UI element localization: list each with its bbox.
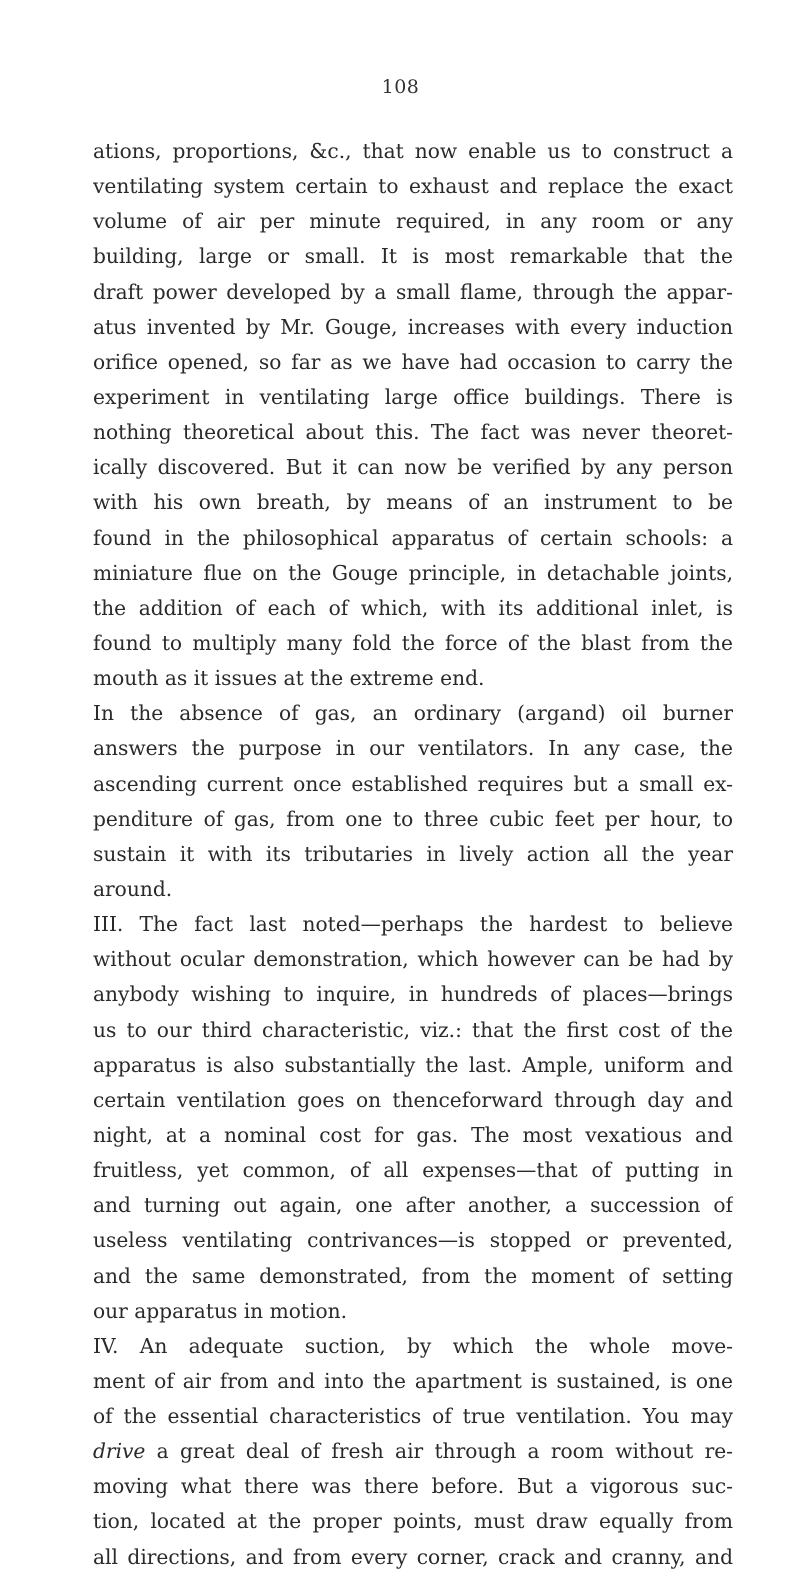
text-line: our apparatus in motion. xyxy=(93,1298,348,1323)
text-line: us to our third characteristic, viz.: that the first cost of the xyxy=(93,1017,733,1042)
text-line: IV. An adequate suction, by which the whole move- xyxy=(93,1333,733,1358)
text-line: fruitless, yet common, of all expenses—that of putting in xyxy=(93,1158,733,1183)
text-line: penditure of gas, from one to three cubic feet per hour, to xyxy=(93,806,733,831)
page-number: 108 xyxy=(381,76,420,98)
text-line: without ocular demonstration, which however can be had by xyxy=(93,947,733,972)
text-line: ascending current once established requires but a small ex- xyxy=(93,771,733,796)
text-line: apparatus is also substantially the last. Ample, uniform and xyxy=(93,1052,733,1077)
text-line: and turning out again, one after another, a succession of xyxy=(93,1193,733,1218)
text-line: found in the philosophical apparatus of certain schools: a xyxy=(93,525,733,550)
text-line: nothing theoretical about this. The fact was never theoret- xyxy=(93,420,733,445)
text-line: mouth as it issues at the extreme end. xyxy=(93,666,485,691)
text-line: of the essential characteristics of true ventilation. You may xyxy=(93,1404,733,1429)
text-line: useless ventilating contrivances—is stopped or prevented, xyxy=(93,1228,733,1253)
italic-word: drive xyxy=(93,1439,146,1464)
text-line: miniature flue on the Gouge principle, in detachable joints, xyxy=(93,560,733,585)
text-line: In the absence of gas, an ordinary (argand) oil burner xyxy=(93,701,733,726)
text-line: tion, located at the proper points, must draw equally from xyxy=(93,1509,733,1534)
text-line: building, large or small. It is most remarkable that the xyxy=(93,244,733,269)
text-run: a great deal of fresh air through a room without re- xyxy=(145,1439,733,1464)
text-line: night, at a nominal cost for gas. The most vexatious and xyxy=(93,1122,733,1147)
text-line: experiment in ventilating large office buildings. There is xyxy=(93,384,733,409)
text-line: anybody wishing to inquire, in hundreds of places—brings xyxy=(93,982,733,1007)
text-line: sustain it with its tributaries in lively action all the year xyxy=(93,841,733,866)
text-line: moving what there was there before. But a vigorous suc- xyxy=(93,1474,733,1499)
text-line: ventilating system certain to exhaust and replace the exact xyxy=(93,174,733,199)
text-line: ment of air from and into the apartment is sustained, is one xyxy=(93,1368,733,1393)
text-line: found to multiply many fold the force of the blast from the xyxy=(93,630,733,655)
text-line: with his own breath, by means of an instrument to be xyxy=(93,490,733,515)
text-line: certain ventilation goes on thenceforward through day and xyxy=(93,1087,733,1112)
text-line: draft power developed by a small flame, through the appar- xyxy=(93,279,733,304)
text-line: volume of air per minute required, in any room or any xyxy=(93,209,733,234)
text-line: all directions, and from every corner, crack and cranny, and xyxy=(93,1544,733,1569)
text-line: the addition of each of which, with its additional inlet, is xyxy=(93,595,733,620)
text-line: ations, proportions, &c., that now enable us to construct a xyxy=(93,139,733,163)
text-line: orifice opened, so far as we have had occasion to carry the xyxy=(93,349,733,374)
text-line: atus invented by Mr. Gouge, increases with every induction xyxy=(93,314,733,339)
text-line: ically discovered. But it can now be verified by any person xyxy=(93,455,733,480)
text-line: III. The fact last noted—perhaps the hardest to believe xyxy=(93,912,733,937)
body-text xyxy=(93,134,733,1575)
text-line xyxy=(93,1434,733,1469)
text-line: answers the purpose in our ventilators. In any case, the xyxy=(93,736,733,761)
text-line: and the same demonstrated, from the moment of setting xyxy=(93,1263,733,1288)
text-line: around. xyxy=(93,876,173,901)
